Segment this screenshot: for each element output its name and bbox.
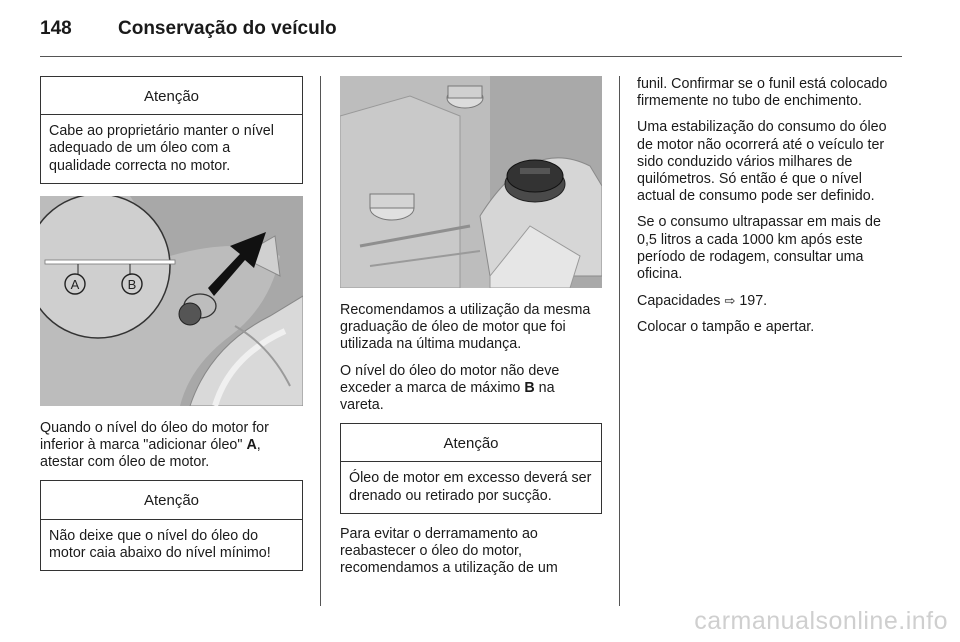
watermark: carmanualsonline.info <box>694 607 948 635</box>
warning-title: Atenção <box>41 77 302 115</box>
paragraph: Quando o nível do óleo do motor for inferior à marca "adicionar óleo" A, atestar com óleo de motor. <box>40 419 269 471</box>
paragraph: Colocar o tampão e apertar. <box>637 319 815 336</box>
column-2 <box>340 76 602 586</box>
warning-body: Cabe ao proprietário manter o nível adequado de um óleo com a qualidade correcta no motor. <box>49 123 274 174</box>
warning-title: Atenção <box>341 424 601 462</box>
warning-box-3 <box>340 423 602 514</box>
oil-cap-figure <box>340 76 602 288</box>
warning-title: Atenção <box>41 481 302 519</box>
label-a: A <box>70 276 80 292</box>
column-divider-1 <box>320 76 321 606</box>
warning-box-2 <box>40 480 303 571</box>
page-reference-link[interactable]: 197. <box>735 293 768 310</box>
page-number: 148 <box>40 18 72 39</box>
warning-box-1 <box>40 76 303 184</box>
warning-body: Óleo de motor em excesso deverá ser drenado ou retirado por sucção. <box>349 470 592 504</box>
page-title: Conservação do veículo <box>118 18 337 39</box>
oil-cap-illustration <box>340 76 602 288</box>
header-rule <box>40 56 902 57</box>
paragraph: O nível do óleo do motor não deve exceder a marca de máximo B na vareta. <box>340 362 560 414</box>
column-divider-2 <box>619 76 620 606</box>
paragraph: Uma estabilização do consumo do óleo de motor não ocorrerá até o veículo ter sido conduzido vários milhares de quilómetros. Só então é que o nível actual de consumo pode ser definido. <box>637 119 887 205</box>
paragraph: funil. Confirmar se o funil está colocado firmemente no tubo de enchimento. <box>637 76 888 110</box>
paragraph: Recomendamos a utilização da mesma graduação de óleo de motor que foi utilizada na última mudança. <box>340 302 591 353</box>
paragraph: Se o consumo ultrapassar em mais de 0,5 litros a cada 1000 km após este período de rodagem, consultar uma oficina. <box>637 214 881 283</box>
arrow-reference-icon[interactable]: ⇨ <box>724 293 736 309</box>
label-b: B <box>127 276 137 292</box>
warning-body: Não deixe que o nível do óleo do motor caia abaixo do nível mínimo! <box>49 527 271 561</box>
dipstick-illustration <box>40 196 303 406</box>
paragraph: Para evitar o derramamento ao reabastecer o óleo do motor, recomendamos a utilização de um <box>340 525 558 577</box>
paragraph-capacities: Capacidades ⇨ 197. <box>637 293 768 310</box>
column-1 <box>40 76 303 583</box>
dipstick-figure <box>40 196 303 406</box>
column-3 <box>637 76 902 346</box>
